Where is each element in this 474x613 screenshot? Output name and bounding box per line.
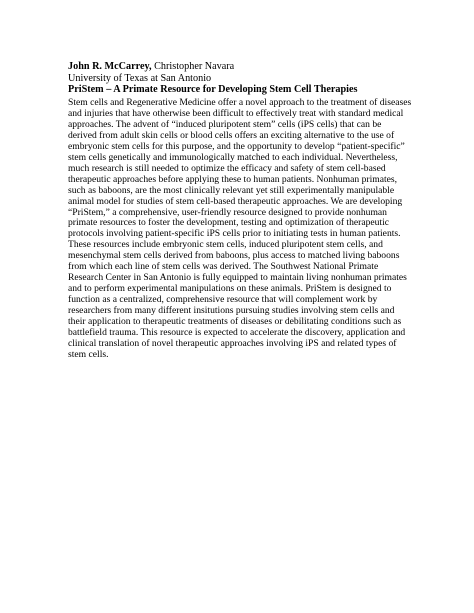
body-line: primate resources to foster the development, testing and optimization of therapeutic: [68, 217, 390, 229]
body-line: derived from adult skin cells or blood cells offers an exciting alternative to the use of: [68, 129, 395, 141]
author-line: [68, 61, 428, 73]
document-header: [68, 61, 428, 96]
affiliation: University of Texas at San Antonio: [68, 72, 212, 84]
body-line: mesenchymal stem cells derived from baboons, plus access to matched living baboons: [68, 250, 400, 262]
body-line: function as a centralized, comprehensive resource that will complement work by: [68, 294, 378, 306]
body-line: therapeutic approaches before applying these to human patients. Nonhuman primates,: [68, 173, 398, 185]
body-line: animal model for studies of stem cell-based therapeutic approaches. We are developing: [68, 195, 403, 207]
body-line: These resources include embryonic stem cells, induced pluripotent stem cells, and: [68, 239, 383, 251]
body-line: from which each line of stem cells was derived. The Southwest National Primate: [68, 261, 379, 273]
body-line: battlefield trauma. This resource is expected to accelerate the discovery, application and: [68, 327, 406, 339]
secondary-author: Christopher Navara: [151, 61, 235, 72]
body-line: “PriStem,” a comprehensive, user-friendly resource designed to provide nonhuman: [68, 206, 387, 218]
body-line: stem cells.: [68, 348, 109, 360]
body-line: and injuries that have otherwise been difficult to effectively treat with standard medical: [68, 107, 404, 119]
body-line: their application to therapeutic treatments of diseases or debilitating conditions such as: [68, 316, 402, 328]
body-line: protocols involving patient-specific iPS cells prior to initiating tests in human patients.: [68, 228, 401, 240]
body-line: such as baboons, are the most clinically relevant yet still experimentally manipulable: [68, 184, 395, 196]
document-title: PriStem – A Primate Resource for Developing Stem Cell Therapies: [68, 84, 358, 96]
body-line: Stem cells and Regenerative Medicine offer a novel approach to the treatment of diseases: [68, 97, 412, 108]
primary-author: John R. McCarrey,: [68, 61, 152, 72]
body-line: Research Center in San Antonio is fully equipped to maintain living nonhuman primates: [68, 272, 407, 284]
abstract-body: [68, 98, 420, 361]
body-line: and to perform experimental manipulations on these animals. PriStem is designed to: [68, 283, 392, 295]
body-line: researchers from many different insitutions pursuing studies involving stem cells and: [68, 305, 395, 317]
body-line: embryonic stem cells for this purpose, and the opportunity to develop “patient-specific”: [68, 140, 405, 152]
body-line: clinical translation of novel therapeutic approaches involving iPS and related types of: [68, 337, 397, 349]
body-line: much research is still needed to optimize the efficacy and safety of stem cell-based: [68, 162, 386, 174]
body-line: stem cells genetically and immunologically matched to each individual. Nevertheless,: [68, 151, 398, 163]
body-line: approaches. The advent of “induced pluripotent stem” cells (iPS cells) that can be: [68, 118, 382, 130]
